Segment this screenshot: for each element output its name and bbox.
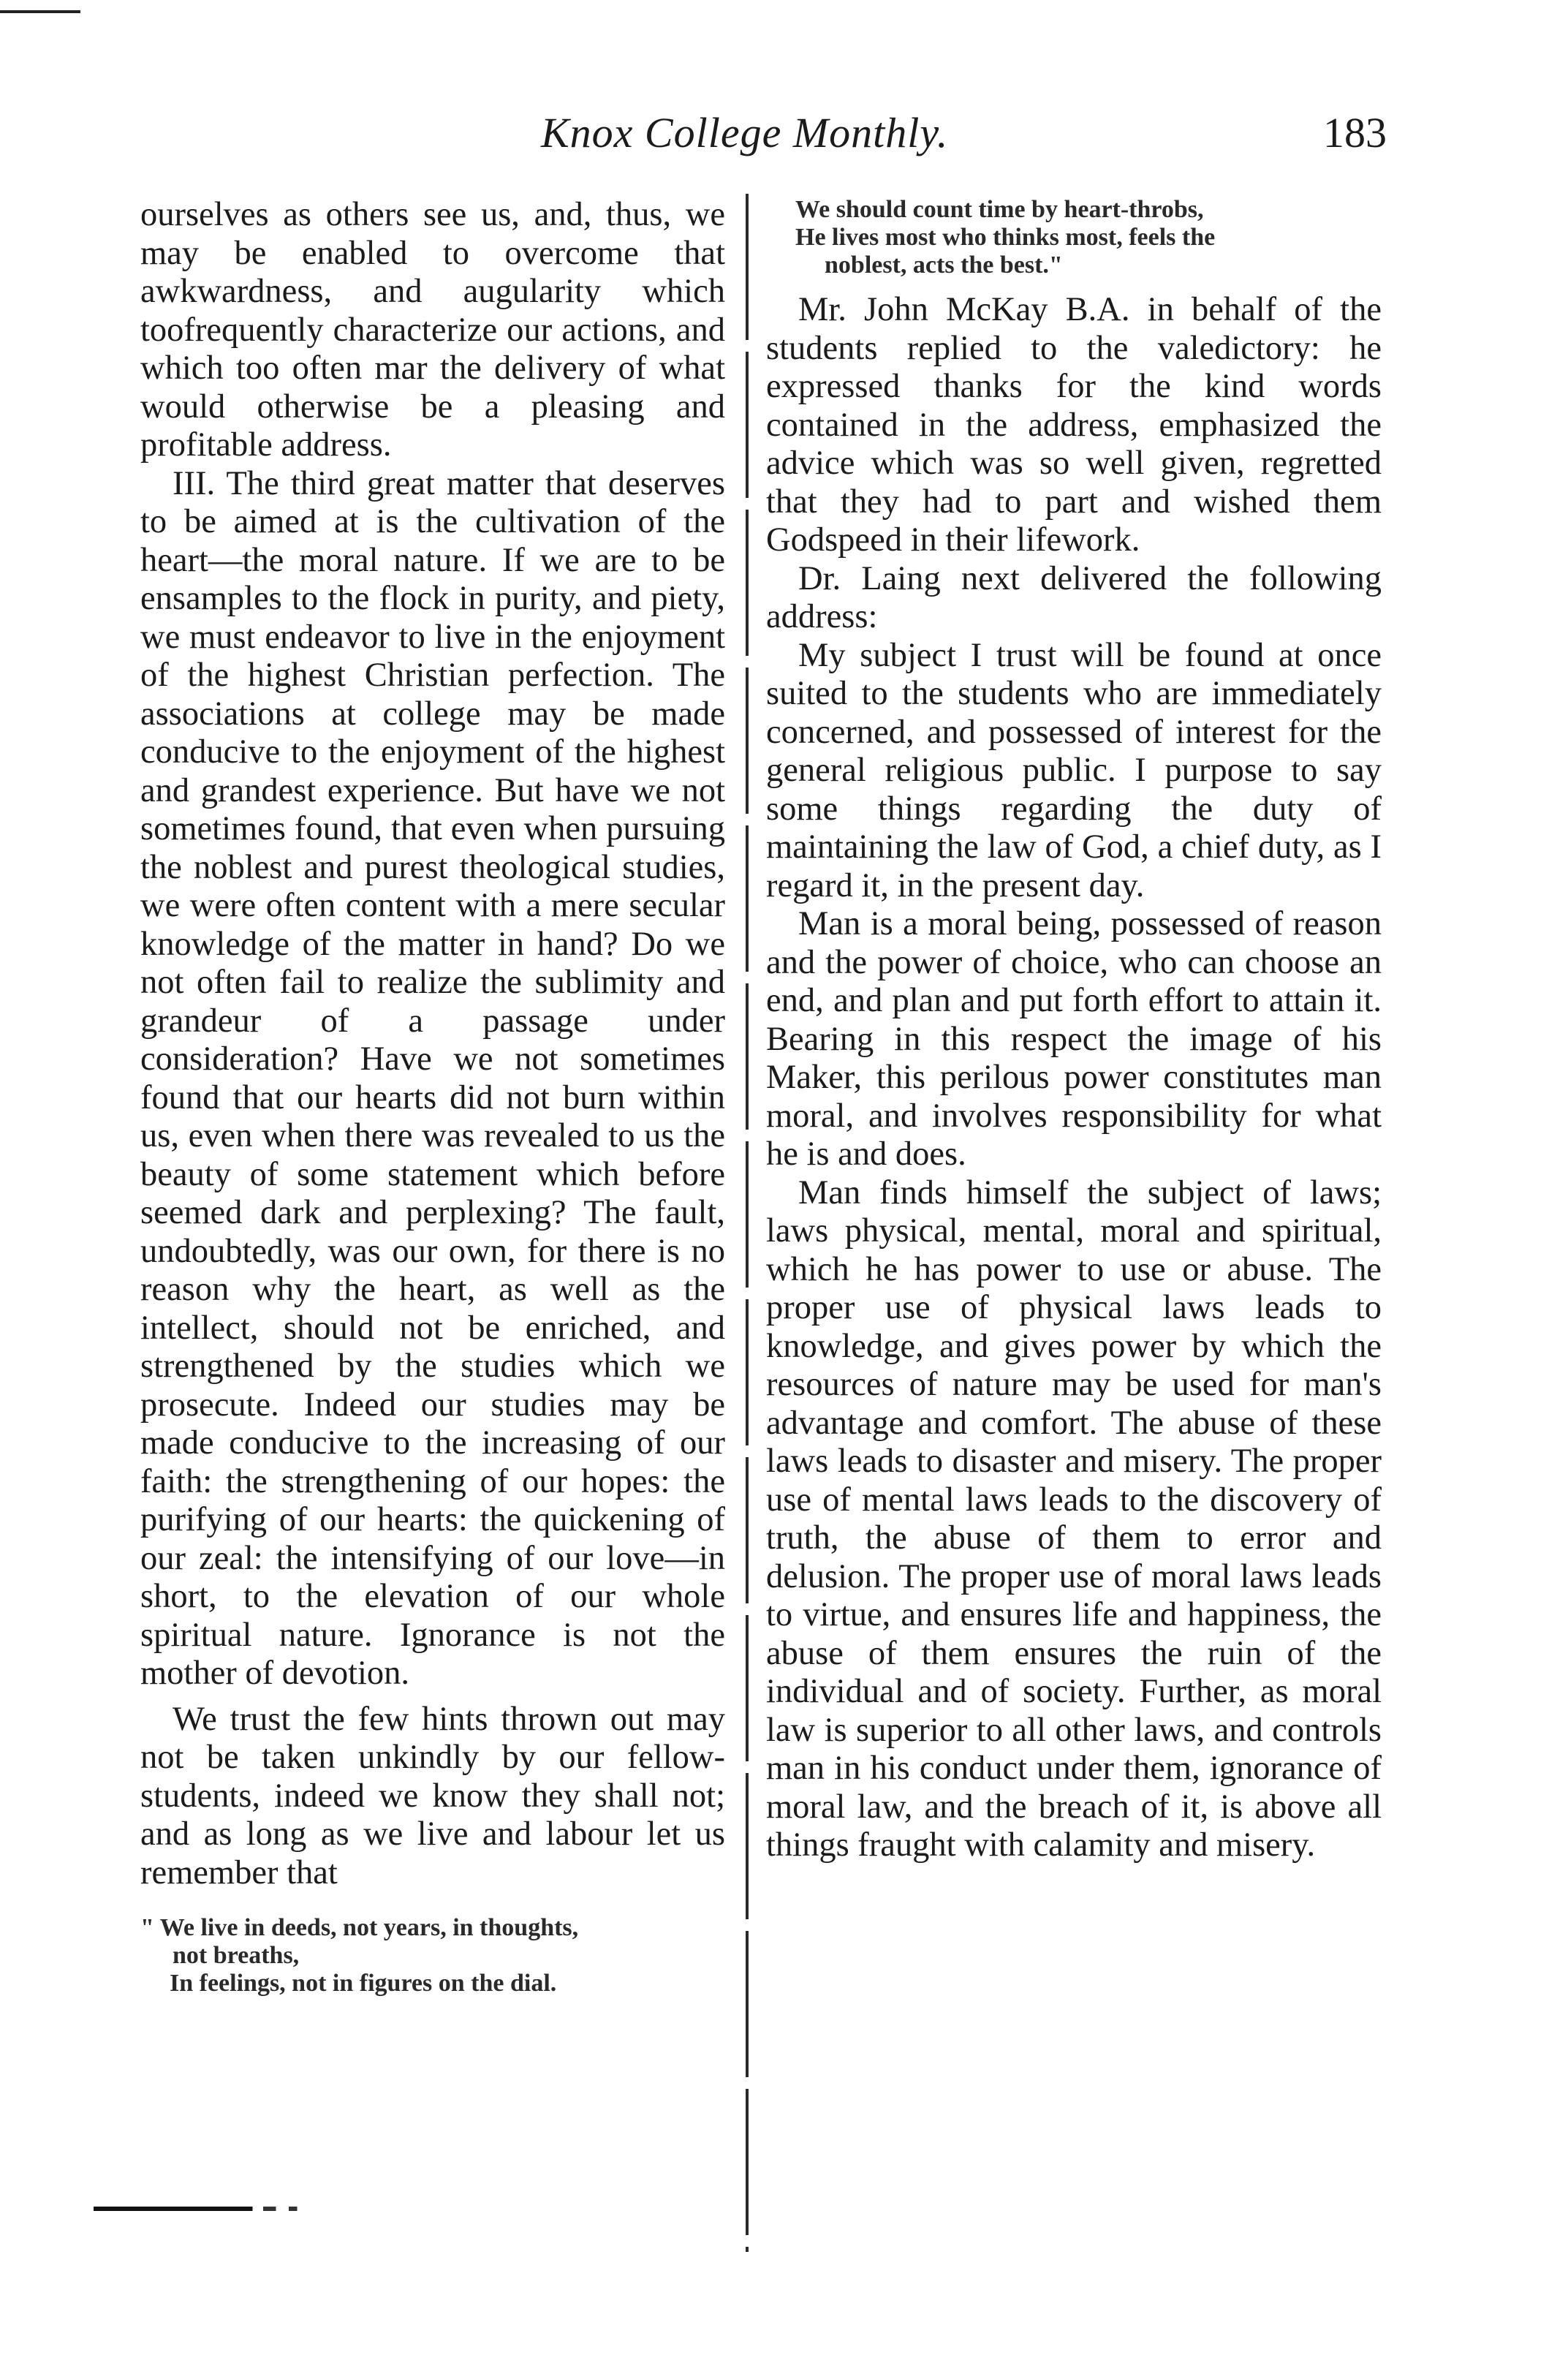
- paragraph: Mr. John McKay B.A. in behalf of the students replied to the valedictory: he expressed thanks for the kind words contained in the address, emphasized the advice which was so well given, regretted that they had to part and wished them Godspeed in their lifework.: [766, 291, 1382, 559]
- paragraph: My subject I trust will be found at once suited to the students who are immediately concerned, and possessed of interest for the general religious public. I purpose to say some things regarding the duty of maintaining the law of God, a chief duty, as I regard it, in the present day.: [766, 636, 1382, 904]
- verse-line: not breaths,: [173, 1942, 300, 1969]
- verse-line: In feelings, not in figures on the dial.: [170, 1970, 557, 1997]
- column-rule: [746, 194, 749, 2252]
- verse-line: noblest, acts the best.": [825, 252, 1063, 279]
- page-number: 183: [1323, 109, 1387, 156]
- page-edge-mark: [0, 10, 80, 13]
- paragraph: III. The third great matter that deserves to be aimed at is the cultivation of the heart—the moral nature. If we are to be ensamples to the flock in purity, and piety, we must endeavor to live in the enjoyment of the highest Christian perfection. The associations at college may be made conducive to the enjoyment of the highest and grandest experience. But have we not sometimes found, that even when pursuing the noblest and purest theological studies, we were often content with a mere secular knowledge of the matter in hand? Do we not often fail to realize the sublimity and grandeur of a passage under consideration? Have we not sometimes found that our hearts did not burn within us, even when there was revealed to us the beauty of some statement which before seemed dark and perplexing? The fault, undoubtedly, was our own, for there is no reason why the heart, as well as the intellect, should not be enriched, and strengthened by the studies which we prosecute. Indeed our studies may be made conducive to the increasing of our faith: the strengthening of our hopes: the purifying of our hearts: the quickening of our zeal: the intensifying of our love—in short, to the elevation of our whole spiritual nature. Ignorance is not the mother of devotion.: [140, 464, 725, 1692]
- paragraph: Man finds himself the subject of laws; laws physical, mental, moral and spiritual, which he has power to use or abuse. The proper use of physical laws leads to knowledge, and gives power by which the resources of nature may be used for man's advantage and comfort. The abuse of these laws leads to disaster and misery. The proper use of mental laws leads to the discovery of truth, the abuse of them to error and delusion. The proper use of moral laws leads to virtue, and ensures life and happiness, the abuse of them ensures the ruin of the individual and of society. Further, as moral law is superior to all other laws, and controls man in his conduct under them, ignorance of moral law, and the breach of it, is above all things fraught with calamity and misery.: [766, 1173, 1382, 1864]
- verse-line: He lives most who thinks most, feels the: [795, 224, 1216, 251]
- verse-quote: [140, 1914, 725, 1997]
- paragraph: ourselves as others see us, and, thus, we may be enabled to overcome that awkwardness, and augularity which toofrequently characterize our actions, and which too often mar the delivery of what would otherwise be a pleasing and profitable address.: [140, 196, 725, 464]
- paragraph: We trust the few hints thrown out may not be taken unkindly by our fellow-students, indeed we know they shall not; and as long as we live and labour let us remember that: [140, 1700, 725, 1891]
- left-column: [140, 196, 725, 1997]
- verse-quote: [766, 196, 1382, 279]
- paragraph: Dr. Laing next delivered the following address:: [766, 559, 1382, 635]
- footer-rule: [94, 2207, 306, 2211]
- right-column: [766, 196, 1382, 1865]
- running-title: Knox College Monthly.: [541, 109, 949, 156]
- verse-line: We should count time by heart-throbs,: [795, 196, 1204, 223]
- verse-line: " We live in deeds, not years, in thoughts,: [140, 1914, 579, 1941]
- paragraph: Man is a moral being, possessed of reason and the power of choice, who can choose an end, and plan and put forth effort to attain it. Bearing in this respect the image of his Maker, this perilous power constitutes man moral, and involves responsibility for what he is and does.: [766, 905, 1382, 1173]
